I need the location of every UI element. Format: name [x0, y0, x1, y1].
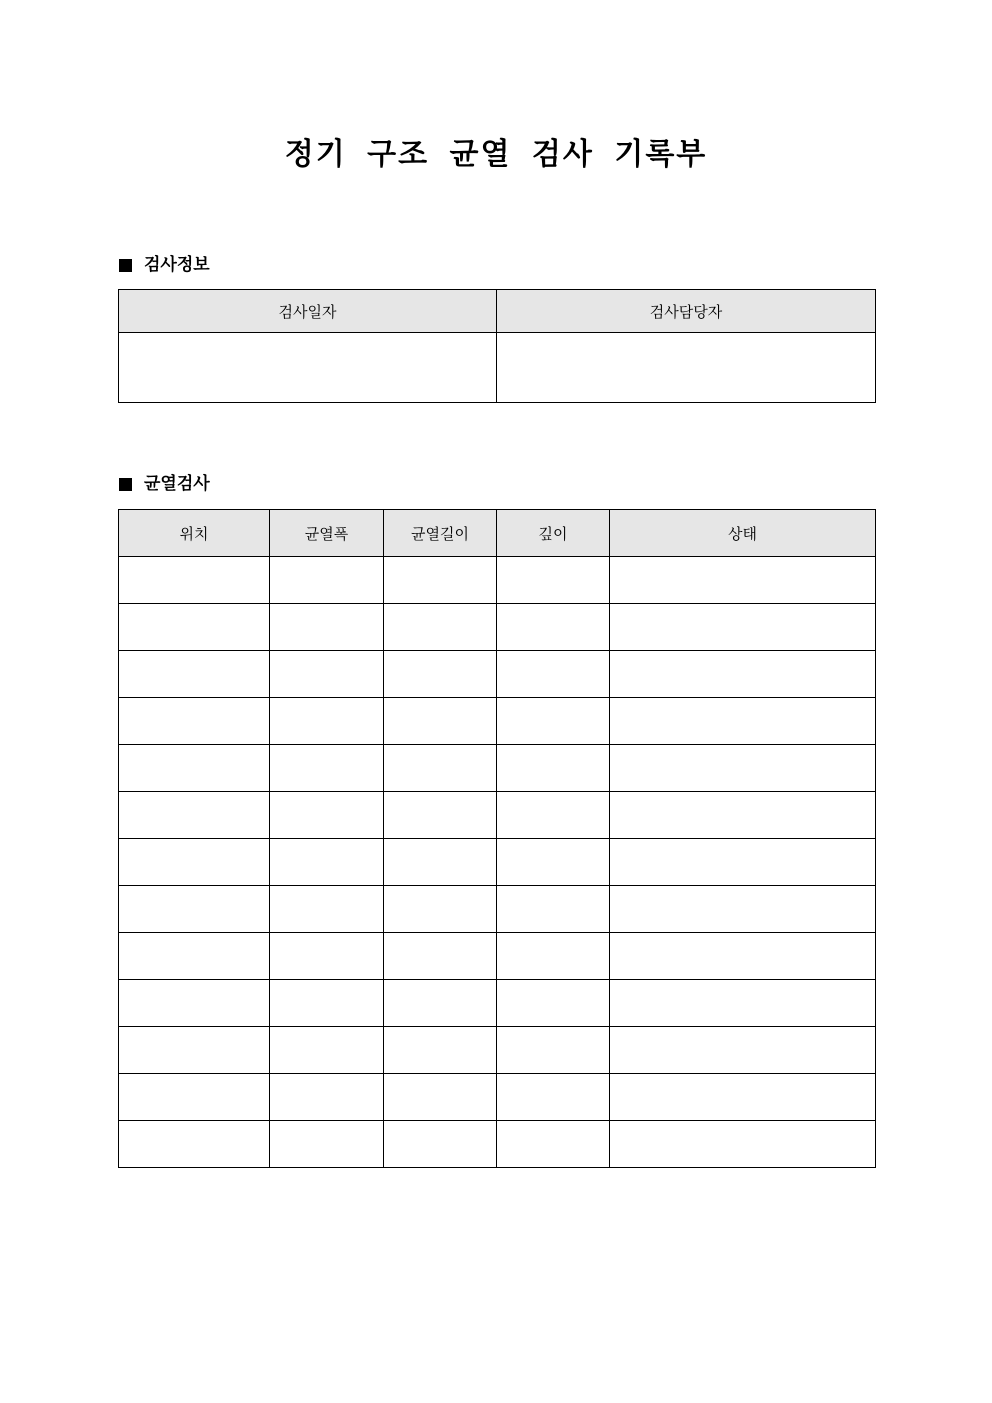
- crack-width-cell[interactable]: [270, 792, 384, 839]
- section-heading-inspection-info: [119, 253, 210, 277]
- crack-length-cell[interactable]: [384, 745, 497, 792]
- crack-width-cell[interactable]: [270, 1121, 384, 1168]
- table-header-row: [119, 510, 876, 557]
- status-cell[interactable]: [610, 557, 876, 604]
- location-cell[interactable]: [119, 839, 270, 886]
- table-row: [119, 1121, 876, 1168]
- status-cell[interactable]: [610, 933, 876, 980]
- inspection-date-cell[interactable]: [119, 333, 497, 403]
- table-row: [119, 745, 876, 792]
- crack-width-cell[interactable]: [270, 1074, 384, 1121]
- depth-cell[interactable]: [497, 698, 610, 745]
- location-cell[interactable]: [119, 651, 270, 698]
- crack-length-cell[interactable]: [384, 839, 497, 886]
- depth-cell[interactable]: [497, 745, 610, 792]
- location-cell[interactable]: [119, 604, 270, 651]
- crack-length-cell[interactable]: [384, 651, 497, 698]
- crack-width-cell[interactable]: [270, 933, 384, 980]
- crack-length-cell[interactable]: [384, 1027, 497, 1074]
- document-title: 정기 구조 균열 검사 기록부: [284, 137, 708, 172]
- crack-length-cell[interactable]: [384, 792, 497, 839]
- crack-length-cell[interactable]: [384, 698, 497, 745]
- table-row: [119, 1074, 876, 1121]
- crack-length-cell[interactable]: [384, 886, 497, 933]
- table-row: [119, 1027, 876, 1074]
- depth-cell[interactable]: [497, 1074, 610, 1121]
- table-row: [119, 933, 876, 980]
- depth-cell[interactable]: [497, 839, 610, 886]
- location-cell[interactable]: [119, 933, 270, 980]
- crack-width-cell[interactable]: [270, 698, 384, 745]
- crack-width-cell[interactable]: [270, 886, 384, 933]
- location-cell[interactable]: [119, 980, 270, 1027]
- crack-width-cell[interactable]: [270, 1027, 384, 1074]
- section-heading-label: 검사정보: [144, 255, 210, 275]
- crack-length-cell[interactable]: [384, 933, 497, 980]
- column-header-crack-width: 균열폭: [270, 510, 384, 557]
- crack-inspection-table: [118, 509, 876, 1168]
- table-row: [119, 886, 876, 933]
- crack-length-cell[interactable]: [384, 557, 497, 604]
- status-cell[interactable]: [610, 1074, 876, 1121]
- section-heading-crack-inspection: [119, 472, 210, 496]
- depth-cell[interactable]: [497, 651, 610, 698]
- crack-width-cell[interactable]: [270, 604, 384, 651]
- location-cell[interactable]: [119, 792, 270, 839]
- location-cell[interactable]: [119, 698, 270, 745]
- inspector-cell[interactable]: [497, 333, 876, 403]
- status-cell[interactable]: [610, 698, 876, 745]
- location-cell[interactable]: [119, 557, 270, 604]
- depth-cell[interactable]: [497, 933, 610, 980]
- location-cell[interactable]: [119, 1074, 270, 1121]
- crack-width-cell[interactable]: [270, 839, 384, 886]
- table-row: [119, 839, 876, 886]
- depth-cell[interactable]: [497, 1121, 610, 1168]
- crack-length-cell[interactable]: [384, 1074, 497, 1121]
- status-cell[interactable]: [610, 651, 876, 698]
- crack-width-cell[interactable]: [270, 651, 384, 698]
- table-row: [119, 604, 876, 651]
- depth-cell[interactable]: [497, 1027, 610, 1074]
- table-row: [119, 792, 876, 839]
- section-heading-label: 균열검사: [144, 474, 210, 494]
- depth-cell[interactable]: [497, 980, 610, 1027]
- status-cell[interactable]: [610, 1027, 876, 1074]
- status-cell[interactable]: [610, 604, 876, 651]
- location-cell[interactable]: [119, 886, 270, 933]
- depth-cell[interactable]: [497, 886, 610, 933]
- table-row: [119, 333, 876, 403]
- column-header-crack-length: 균열길이: [384, 510, 497, 557]
- location-cell[interactable]: [119, 1121, 270, 1168]
- crack-length-cell[interactable]: [384, 1121, 497, 1168]
- column-header-status: 상태: [610, 510, 876, 557]
- table-row: [119, 698, 876, 745]
- crack-length-cell[interactable]: [384, 980, 497, 1027]
- column-header-inspector: 검사담당자: [497, 290, 876, 333]
- table-row: [119, 557, 876, 604]
- status-cell[interactable]: [610, 886, 876, 933]
- table-row: [119, 651, 876, 698]
- crack-length-cell[interactable]: [384, 604, 497, 651]
- location-cell[interactable]: [119, 745, 270, 792]
- table-row: [119, 980, 876, 1027]
- location-cell[interactable]: [119, 1027, 270, 1074]
- depth-cell[interactable]: [497, 604, 610, 651]
- status-cell[interactable]: [610, 1121, 876, 1168]
- crack-width-cell[interactable]: [270, 745, 384, 792]
- crack-width-cell[interactable]: [270, 557, 384, 604]
- black-square-icon: [119, 478, 132, 491]
- status-cell[interactable]: [610, 745, 876, 792]
- crack-width-cell[interactable]: [270, 980, 384, 1027]
- column-header-location: 위치: [119, 510, 270, 557]
- status-cell[interactable]: [610, 839, 876, 886]
- black-square-icon: [119, 259, 132, 272]
- status-cell[interactable]: [610, 980, 876, 1027]
- column-header-depth: 깊이: [497, 510, 610, 557]
- depth-cell[interactable]: [497, 792, 610, 839]
- depth-cell[interactable]: [497, 557, 610, 604]
- table-header-row: [119, 290, 876, 333]
- status-cell[interactable]: [610, 792, 876, 839]
- column-header-inspection-date: 검사일자: [119, 290, 497, 333]
- inspection-info-table: [118, 289, 876, 403]
